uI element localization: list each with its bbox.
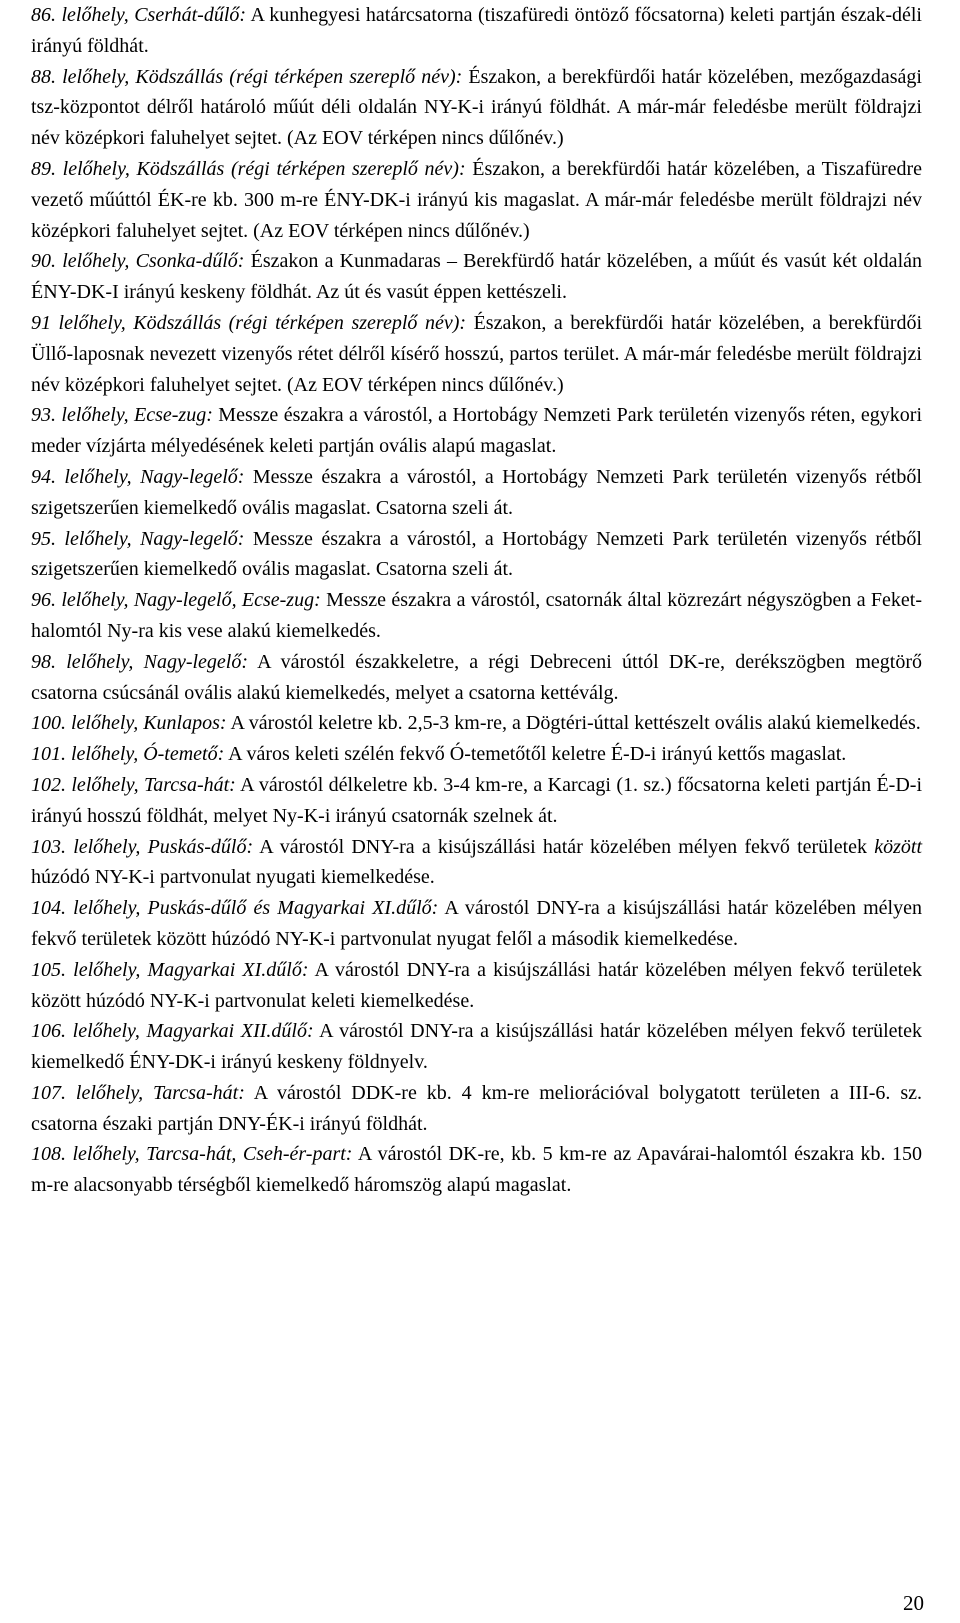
site-description: A várostól DNY-ra a kisújszállási határ közelében mélyen fekvő területek — [253, 835, 875, 858]
site-description: Messze északra a várostól, a Hortobágy Nemzeti Park területén vizenyős réten, egykori meder vízjárta mélyedésének keleti partján ovális alapú magaslat. — [31, 404, 922, 458]
site-description: A város keleti szélén fekvő Ó-temetőtől keletre É-D-i irányú kettős magaslat. — [224, 743, 847, 766]
site-entry-105 — [31, 955, 922, 1017]
site-description: A várostól DK-re, kb. 5 km-re az Apavárai-halomtól északra kb. 150 m-re alacsonyabb térségből kiemelkedő háromszög alapú magaslat. — [31, 1143, 922, 1197]
site-heading: 95. lelőhely, Nagy-legelő: — [31, 527, 245, 550]
site-entry-104 — [31, 893, 922, 955]
site-heading: 86. lelőhely, Cserhát-dűlő: — [31, 4, 247, 26]
site-description: Északon, a berekfürdői határ közelében, a berekfürdői Üllő-laposnak nevezett vizenyős rétet délről kísérő hosszú, partos terület. A már-már feledésbe merült földrajzi név középkori faluhelyet sejtet. (Az EOV térképen nincs dűlőnév.) — [31, 311, 923, 396]
site-description: Északon a Kunmadaras – Berekfürdő határ közelében, a műút és vasút két oldalán ÉNY-DK-I irányú keskeny földhát. Az út és vasút éppen kettészeli. — [31, 250, 922, 304]
site-entry-94 — [31, 462, 922, 524]
site-description: A várostól DNY-ra a kisújszállási határ közelében mélyen fekvő területek kiemelkedő ÉNY-DK-i irányú keskeny földnyelv. — [31, 1020, 922, 1074]
site-heading: 94. lelőhely, Nagy-legelő: — [31, 465, 245, 488]
site-entry-90 — [31, 246, 922, 308]
site-description: Északon, a berekfürdői határ közelében, mezőgazdasági tsz-központot délről határoló műút déli oldalán NY-K-i irányú földhát. A már-már feledésbe merült földrajzi név középkori faluhelyet sejtet. (Az EOV térképen nincs dűlőnév.) — [31, 65, 922, 150]
site-description-tail: húzódó NY-K-i partvonulat nyugati kiemelkedése. — [31, 866, 435, 889]
site-entry-93 — [31, 400, 922, 462]
site-entry-103 — [31, 832, 922, 894]
site-entry-88 — [31, 62, 922, 154]
site-heading: 102. lelőhely, Tarcsa-hát: — [31, 773, 236, 796]
site-entry-107 — [31, 1078, 922, 1140]
site-heading: 108. lelőhely, Tarcsa-hát, Cseh-ér-part: — [31, 1143, 353, 1166]
site-heading: 93. lelőhely, Ecse-zug: — [31, 404, 213, 427]
site-description: A várostól északkeletre, a régi Debreceni úttól DK-re, derékszögben megtörő csatorna csúcsánál ovális alakú kiemelkedés, melyet a csatorna kettéválg. — [31, 650, 923, 704]
site-description: A várostól DNY-ra a kisújszállási határ közelében mélyen fekvő területek között húzódó NY-K-i partvonulat nyugat felől a második kiemelkedése. — [31, 897, 922, 950]
site-heading: 96. lelőhely, Nagy-legelő, Ecse-zug: — [31, 589, 321, 612]
site-entry-86 — [31, 0, 922, 62]
site-entry-100 — [31, 708, 922, 739]
site-heading: 88. lelőhely, Ködszállás (régi térképen szereplő név): — [31, 65, 463, 88]
site-entry-101 — [31, 739, 922, 770]
site-description: Északon, a berekfürdői határ közelében, a Tiszafüredre vezető műúttól ÉK-re kb. 300 m-re ÉNY-DK-i irányú kis magaslat. A már-már feledésbe merült földrajzi név középkori faluhelyet sejtet. (Az EOV térképen nincs dűlőnév.) — [31, 157, 922, 242]
site-description: A várostól délkeletre kb. 3-4 km-re, a Karcagi (1. sz.) főcsatorna keleti partján É-D-i irányú hosszú földhát, melyet Ny-K-i irányú csatornák szelnek át. — [31, 773, 922, 827]
site-heading: 105. lelőhely, Magyarkai XI.dűlő: — [31, 958, 309, 981]
site-entry-89 — [31, 154, 922, 246]
site-heading: 100. lelőhely, Kunlapos: — [31, 712, 227, 735]
site-heading: 91 lelőhely, Ködszállás (régi térképen szereplő név): — [31, 311, 467, 334]
site-heading: 101. lelőhely, Ó-temető: — [31, 743, 225, 766]
site-description: A várostól DNY-ra a kisújszállási határ közelében mélyen fekvő területek között húzódó NY-K-i partvonulat keleti kiemelkedése. — [31, 958, 922, 1012]
site-entry-108 — [31, 1139, 922, 1201]
site-entry-91 — [31, 308, 922, 400]
site-description: A kunhegyesi határcsatorna (tiszafüredi öntöző főcsatorna) keleti partján észak-déli irányú földhát. — [31, 4, 922, 57]
site-heading: 103. lelőhely, Puskás-dűlő: — [31, 835, 254, 858]
site-description: Messze északra a várostól, a Hortobágy Nemzeti Park területén vizenyős rétből szigetszerűen kiemelkedő ovális magaslat. Csatorna szeli át. — [31, 465, 922, 519]
site-heading: 98. lelőhely, Nagy-legelő: — [31, 650, 249, 673]
site-entry-98 — [31, 647, 922, 709]
site-heading: 107. lelőhely, Tarcsa-hát: — [31, 1081, 245, 1104]
site-entry-106 — [31, 1016, 922, 1078]
site-description: Messze északra a várostól, csatornák által közrezárt négyszögben a Feket-halomtól Ny-ra kis vese alakú kiemelkedés. — [31, 589, 922, 642]
site-entry-95 — [31, 524, 922, 586]
site-heading: 106. lelőhely, Magyarkai XII.dűlő: — [31, 1020, 314, 1043]
site-entry-96 — [31, 585, 922, 647]
site-description: A várostól keletre kb. 2,5-3 km-re, a Dögtéri-úttal kettészelt ovális alakú kiemelkedés. — [226, 712, 921, 735]
site-heading: 90. lelőhely, Csonka-dűlő: — [31, 250, 245, 273]
page-number: 20 — [903, 1591, 924, 1615]
site-description: Messze északra a várostól, a Hortobágy Nemzeti Park területén vizenyős rétből szigetszerűen kiemelkedő ovális magaslat. Csatorna szeli át. — [31, 527, 922, 581]
site-description: A várostól DDK-re kb. 4 km-re meliorációval bolygatott területen a III-6. sz. csatorna északi partján DNY-ÉK-i irányú földhát. — [31, 1081, 922, 1135]
document-body — [31, 0, 922, 1201]
site-heading: 89. lelőhely, Ködszállás (régi térképen szereplő név): — [31, 157, 466, 180]
site-entry-102 — [31, 770, 922, 832]
site-heading: 104. lelőhely, Puskás-dűlő és Magyarkai XI.dűlő: — [31, 897, 439, 920]
site-description-emphasis: között — [874, 835, 923, 858]
